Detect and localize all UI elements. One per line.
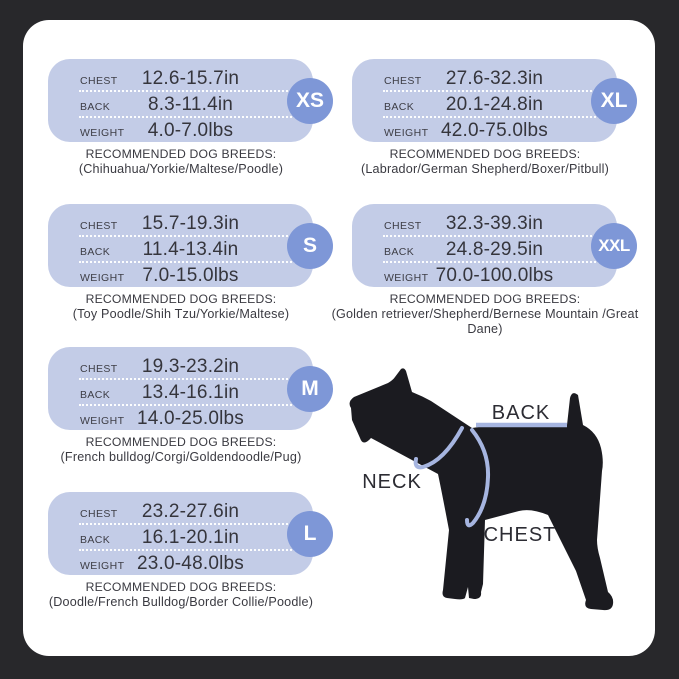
back-row [383, 92, 600, 118]
weight-label: WEIGHT [384, 127, 429, 139]
weight-row [383, 263, 600, 289]
size-card-xxl [331, 204, 639, 336]
chest-label: CHEST [384, 220, 422, 232]
chest-row [383, 211, 600, 237]
measurement-rows [79, 66, 296, 144]
chest-label: CHEST [384, 75, 422, 87]
weight-label: WEIGHT [80, 272, 125, 284]
size-badge-xxl: XXL [591, 223, 637, 269]
back-value: 8.3-11.4in [147, 94, 234, 115]
chest-label: CHEST [80, 75, 118, 87]
weight-row [383, 118, 600, 144]
measurement-rows [383, 66, 600, 144]
size-badge-l: L [287, 511, 333, 557]
chest-label: CHEST [80, 220, 118, 232]
weight-value: 42.0-75.0lbs [441, 120, 548, 141]
back-row [383, 237, 600, 263]
size-card-m [48, 347, 319, 464]
weight-label: WEIGHT [80, 415, 125, 427]
size-card-xs-box [48, 59, 324, 142]
back-label: BACK [384, 101, 415, 113]
back-label: BACK [80, 389, 111, 401]
chest-label: CHEST [80, 363, 118, 375]
size-card-xxl-box [352, 204, 630, 287]
weight-row [79, 118, 296, 144]
recommended-title: RECOMMENDED DOG BREEDS: [389, 147, 581, 161]
size-card-s-box [48, 204, 317, 287]
weight-value: 7.0-15.0lbs [142, 265, 239, 286]
weight-value: 23.0-48.0lbs [137, 553, 244, 574]
breed-list: (Golden retriever/Shepherd/Bernese Mountain /Great Dane) [331, 307, 639, 336]
chest-row [79, 354, 296, 380]
weight-value: 70.0-100.0lbs [435, 265, 554, 286]
size-badge-s: S [287, 223, 333, 269]
weight-value: 4.0-7.0lbs [147, 120, 234, 141]
diagram-chest-label: CHEST [483, 524, 557, 546]
recommended-title: RECOMMENDED DOG BREEDS: [389, 292, 581, 306]
chest-label: CHEST [80, 508, 118, 520]
size-badge-m: M [287, 366, 333, 412]
chest-value: 32.3-39.3in [445, 213, 544, 234]
recommended-breeds-xl [325, 147, 645, 177]
size-card-l [48, 492, 317, 609]
weight-row [79, 551, 296, 577]
recommended-title: RECOMMENDED DOG BREEDS: [85, 292, 277, 306]
size-badge-xs: XS [287, 78, 333, 124]
weight-label: WEIGHT [384, 272, 429, 284]
back-value: 16.1-20.1in [141, 527, 240, 548]
back-value: 24.8-29.5in [445, 239, 544, 260]
recommended-title: RECOMMENDED DOG BREEDS: [85, 435, 277, 449]
size-card-xs [48, 59, 324, 176]
chest-row [79, 211, 296, 237]
back-label: BACK [80, 246, 111, 258]
breed-list: (Chihuahua/Yorkie/Maltese/Poodle) [78, 162, 284, 176]
size-card-s [48, 204, 317, 321]
back-value: 11.4-13.4in [142, 239, 239, 260]
breed-list: (Doodle/French Bulldog/Border Collie/Poodle) [48, 595, 314, 609]
back-label: BACK [80, 534, 111, 546]
breed-list: (French bulldog/Corgi/Goldendoodle/Pug) [60, 450, 302, 464]
back-label: BACK [80, 101, 111, 113]
recommended-breeds-m [21, 435, 341, 465]
weight-row [79, 263, 296, 289]
size-card-l-box [48, 492, 317, 575]
breed-list: (Toy Poodle/Shih Tzu/Yorkie/Maltese) [72, 307, 290, 321]
size-badge-xl: XL [591, 78, 637, 124]
weight-label: WEIGHT [80, 127, 125, 139]
recommended-breeds-s [21, 292, 341, 322]
back-value: 13.4-16.1in [141, 382, 240, 403]
diagram-neck-label: NECK [362, 471, 422, 493]
chest-value: 15.7-19.3in [141, 213, 240, 234]
measurement-rows [383, 211, 600, 289]
weight-value: 14.0-25.0lbs [137, 408, 244, 429]
recommended-title: RECOMMENDED DOG BREEDS: [85, 147, 277, 161]
measurement-rows [79, 211, 296, 289]
chest-row [79, 66, 296, 92]
chest-value: 19.3-23.2in [141, 356, 240, 377]
chest-value: 12.6-15.7in [141, 68, 240, 89]
weight-label: WEIGHT [80, 560, 125, 572]
chest-value: 27.6-32.3in [445, 68, 544, 89]
size-card-xl [352, 59, 628, 176]
recommended-breeds-xs [21, 147, 341, 177]
recommended-breeds-l [21, 580, 341, 610]
size-card-xl-box [352, 59, 628, 142]
recommended-title: RECOMMENDED DOG BREEDS: [85, 580, 277, 594]
chest-value: 23.2-27.6in [141, 501, 240, 522]
back-row [79, 525, 296, 551]
back-label: BACK [384, 246, 415, 258]
chest-row [383, 66, 600, 92]
breed-list: (Labrador/German Shepherd/Boxer/Pitbull) [360, 162, 610, 176]
size-card-m-box [48, 347, 319, 430]
weight-row [79, 406, 296, 432]
measurement-rows [79, 499, 296, 577]
back-row [79, 380, 296, 406]
back-row [79, 237, 296, 263]
chest-row [79, 499, 296, 525]
back-value: 20.1-24.8in [445, 94, 544, 115]
back-row [79, 92, 296, 118]
diagram-back-label: BACK [491, 402, 551, 424]
measurement-rows [79, 354, 296, 432]
recommended-breeds-xxl [325, 292, 645, 337]
